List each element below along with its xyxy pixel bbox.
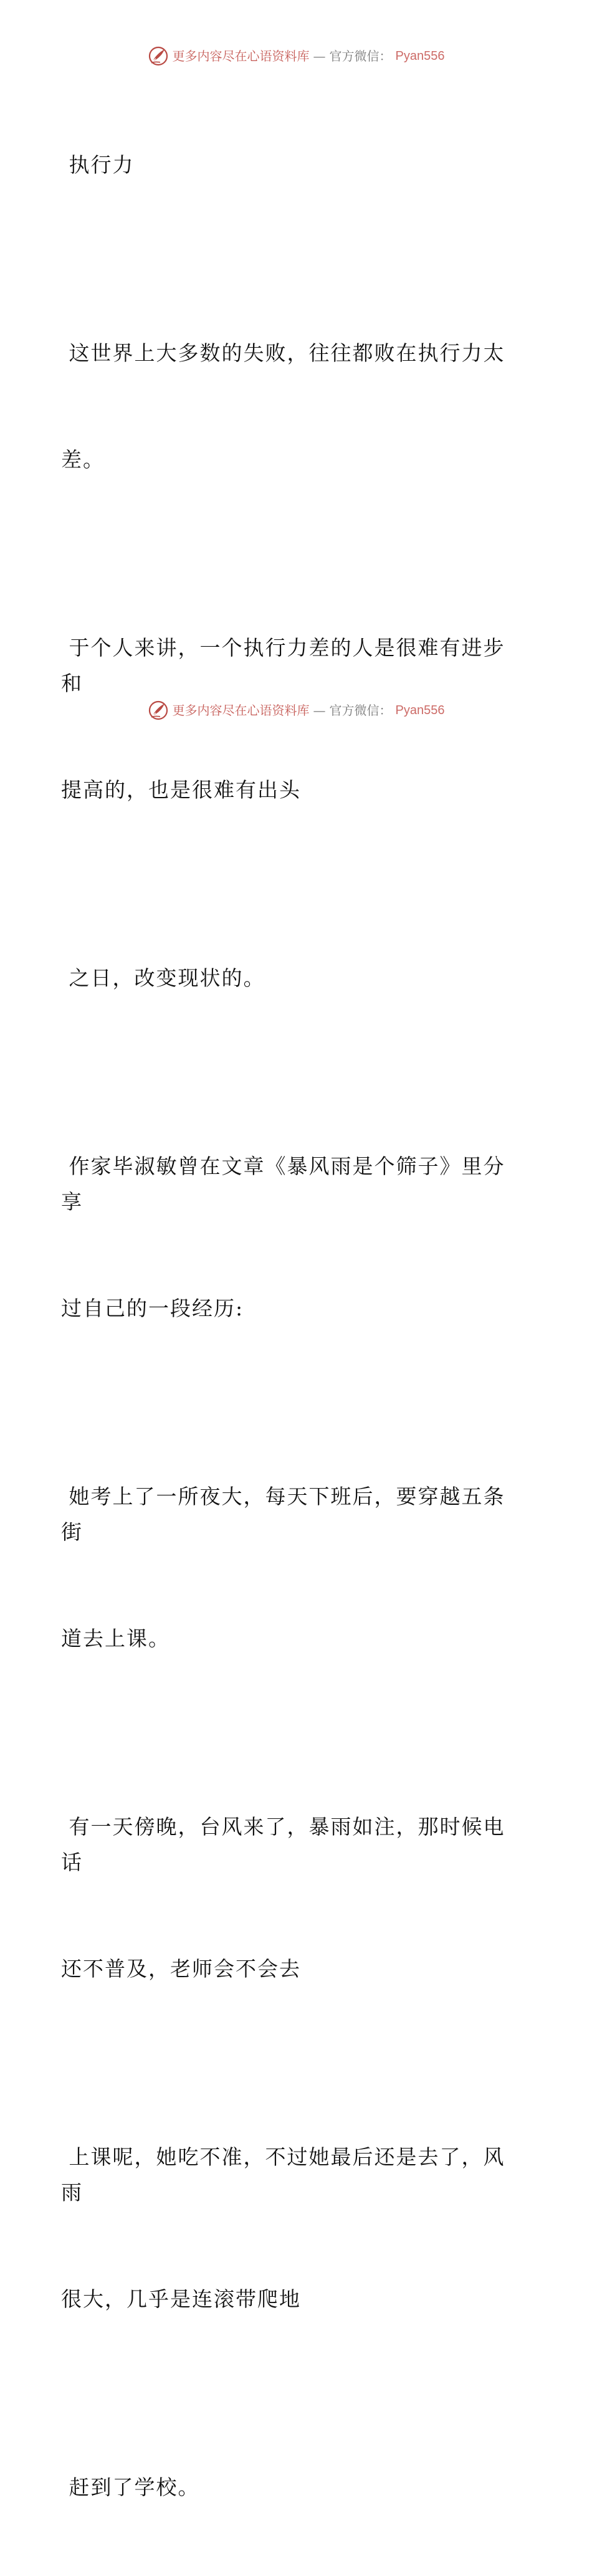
- paragraph-line: 过自己的一段经历:: [61, 1296, 244, 1320]
- paragraph-title: [61, 76, 522, 254]
- paragraph-line: 很大，几乎是连滚带爬地: [61, 2287, 301, 2311]
- header-watermark-banner: [0, 44, 592, 69]
- paragraph-line: 执行力: [61, 153, 135, 177]
- banner-wechat-id: Pyan556: [395, 704, 445, 717]
- banner-separator: —: [313, 49, 326, 64]
- paragraph: [61, 1077, 522, 1397]
- paragraph-line: 还不普及，老师会不会去: [61, 1957, 301, 1981]
- banner-separator: —: [313, 703, 326, 718]
- banner-wechat-label: 官方微信：: [329, 703, 392, 718]
- footer-watermark-banner: [0, 698, 592, 723]
- paragraph: [61, 2398, 522, 2576]
- paragraph-line: 她考上了一所夜大，每天下班后，要穿越五条街: [61, 1484, 505, 1544]
- paragraph-line: 于个人来讲，一个执行力差的人是很难有进步和: [61, 636, 505, 695]
- paragraph-line: 作家毕淑敏曾在文章《暴风雨是个筛子》里分享: [61, 1154, 505, 1214]
- paragraph-line: 这世界上大多数的失败，往往都败在执行力太: [61, 341, 505, 365]
- paragraph-line: 提高的，也是很难有出头: [61, 778, 301, 802]
- banner-wechat-id: Pyan556: [395, 49, 445, 63]
- quill-pen-logo-icon: [148, 45, 169, 67]
- paragraph-line: 有一天傍晚，台风来了，暴雨如注，那时候电话: [61, 1815, 505, 1874]
- paragraph: [61, 1408, 522, 1727]
- paragraph-line: 赶到了学校。: [61, 2475, 200, 2499]
- paragraph: [61, 264, 522, 548]
- paragraph-line: 上课呢，她吃不准，不过她最后还是去了，风雨: [61, 2145, 505, 2205]
- banner-wechat-label: 官方微信：: [329, 49, 392, 64]
- paragraph: [61, 1738, 522, 2058]
- paragraph-line: 差。: [61, 447, 105, 472]
- paragraph: [61, 2068, 522, 2388]
- quill-pen-logo-icon: [148, 700, 169, 721]
- document-body: [61, 76, 522, 2576]
- banner-brand-text: 更多内容尽在心语资料库: [172, 49, 310, 64]
- paragraph-line: 道去上课。: [61, 1626, 170, 1651]
- paragraph: [61, 889, 522, 1067]
- paragraph-line: 之日，改变现状的。: [61, 966, 265, 990]
- banner-brand-text: 更多内容尽在心语资料库: [172, 703, 310, 718]
